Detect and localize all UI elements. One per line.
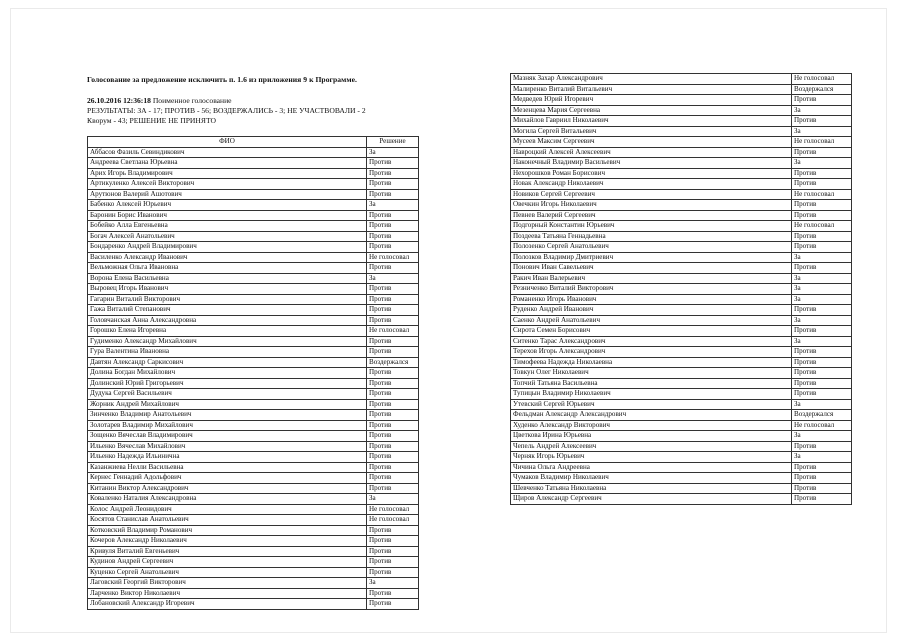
table-row (88, 263, 419, 274)
deputy-name-cell: Выровец Игорь Иванович (88, 284, 367, 295)
table-row (511, 221, 852, 232)
vote-decision-cell: Воздержался (367, 357, 419, 368)
table-row (88, 410, 419, 421)
deputy-name-cell: Фельдман Александр Александрович (511, 410, 792, 421)
deputy-name-cell: Резниченко Виталий Викторович (511, 284, 792, 295)
table-row (88, 210, 419, 221)
deputy-name-cell: Понович Иван Савельевич (511, 263, 792, 274)
deputy-name-cell: Долинский Юрий Григорьевич (88, 378, 367, 389)
vote-table-right-body (511, 74, 852, 505)
table-row (88, 368, 419, 379)
vote-decision-cell: Против (367, 315, 419, 326)
deputy-name-cell: Арутюнов Валерий Ашотович (88, 189, 367, 200)
deputy-name-cell: Арих Игорь Владимирович (88, 168, 367, 179)
table-row (511, 452, 852, 463)
table-row (88, 504, 419, 515)
vote-decision-cell: Против (792, 263, 852, 274)
vote-decision-cell: За (792, 294, 852, 305)
table-row (88, 588, 419, 599)
deputy-name-cell: Певнев Валерий Сергеевич (511, 210, 792, 221)
table-row (511, 483, 852, 494)
vote-datetime-line (87, 96, 232, 105)
vote-decision-cell: Против (792, 147, 852, 158)
deputy-name-cell: Тимофеева Надежда Николаевна (511, 357, 792, 368)
vote-decision-cell: Против (367, 189, 419, 200)
vote-decision-cell: Против (792, 242, 852, 253)
vote-decision-cell: Против (367, 242, 419, 253)
deputy-name-cell: Жорник Андрей Михайлович (88, 399, 367, 410)
table-row (511, 378, 852, 389)
table-row (511, 189, 852, 200)
table-row (511, 431, 852, 442)
table-row (88, 189, 419, 200)
deputy-name-cell: Артикуленко Алексей Викторович (88, 179, 367, 190)
deputy-name-cell: Нехорошков Роман Борисович (511, 168, 792, 179)
table-row (511, 399, 852, 410)
vote-decision-cell: Против (367, 588, 419, 599)
table-row (511, 441, 852, 452)
table-row (88, 252, 419, 263)
deputy-name-cell: Медведев Юрий Игоревич (511, 95, 792, 106)
table-row (88, 357, 419, 368)
vote-decision-cell: Воздержался (792, 410, 852, 421)
deputy-name-cell: Андреева Светлана Юрьевна (88, 158, 367, 169)
table-row (511, 347, 852, 358)
table-row (511, 210, 852, 221)
vote-decision-cell: За (367, 273, 419, 284)
vote-decision-cell: За (792, 399, 852, 410)
vote-decision-cell: Против (792, 389, 852, 400)
table-row (88, 179, 419, 190)
deputy-name-cell: Черняк Игорь Юрьевич (511, 452, 792, 463)
vote-decision-cell: Против (792, 347, 852, 358)
vote-decision-cell: Не голосовал (367, 326, 419, 337)
deputy-name-cell: Топчий Татьяна Васильевна (511, 378, 792, 389)
table-row (88, 567, 419, 578)
deputy-name-cell: Терехов Игорь Александрович (511, 347, 792, 358)
deputy-name-cell: Давтян Александр Саркисович (88, 357, 367, 368)
table-row (511, 326, 852, 337)
vote-decision-cell: Не голосовал (792, 189, 852, 200)
vote-decision-cell: Воздержался (792, 84, 852, 95)
deputy-name-cell: Новак Александр Николаевич (511, 179, 792, 190)
deputy-name-cell: Малиренко Виталий Витальевич (511, 84, 792, 95)
vote-decision-cell: Против (792, 462, 852, 473)
deputy-name-cell: Горошко Елена Игоревна (88, 326, 367, 337)
deputy-name-cell: Вельможная Ольга Ивановна (88, 263, 367, 274)
deputy-name-cell: Худенко Александр Викторович (511, 420, 792, 431)
vote-decision-cell: Против (367, 221, 419, 232)
table-row (88, 284, 419, 295)
table-row (88, 231, 419, 242)
table-row (511, 168, 852, 179)
vote-decision-cell: Против (367, 347, 419, 358)
deputy-name-cell: Мезенцева Мария Сергеевна (511, 105, 792, 116)
vote-decision-cell: Против (792, 95, 852, 106)
vote-decision-cell: Против (367, 284, 419, 295)
deputy-name-cell: Кочеров Александр Николаевич (88, 536, 367, 547)
vote-decision-cell: Против (367, 536, 419, 547)
deputy-name-cell: Ситенко Тарас Александрович (511, 336, 792, 347)
table-row (511, 473, 852, 484)
table-row (511, 116, 852, 127)
vote-decision-cell: За (367, 494, 419, 505)
vote-table-right (510, 73, 852, 505)
deputy-name-cell: Романенко Игорь Иванович (511, 294, 792, 305)
deputy-name-cell: Ильенко Вячеслав Михайлович (88, 441, 367, 452)
vote-decision-cell: Против (367, 210, 419, 221)
vote-decision-cell: Против (367, 399, 419, 410)
table-row (511, 126, 852, 137)
vote-decision-cell: Не голосовал (792, 74, 852, 85)
vote-decision-cell: Против (367, 410, 419, 421)
deputy-name-cell: Ильенко Надежда Ильинична (88, 452, 367, 463)
document-title: Голосование за предложение исключить п. 1.6 из приложения 9 к Программе. (87, 75, 357, 84)
column-header-name: ФИО (88, 137, 367, 148)
vote-decision-cell: Не голосовал (792, 420, 852, 431)
vote-decision-cell: За (792, 126, 852, 137)
table-row (88, 147, 419, 158)
vote-decision-cell: Против (792, 494, 852, 505)
vote-decision-cell: Против (792, 326, 852, 337)
vote-decision-cell: За (792, 315, 852, 326)
deputy-name-cell: Цветкова Ирина Юрьевна (511, 431, 792, 442)
deputy-name-cell: Полозенко Сергей Анатольевич (511, 242, 792, 253)
vote-decision-cell: Против (792, 179, 852, 190)
table-row (511, 252, 852, 263)
table-row (88, 536, 419, 547)
vote-decision-cell: Против (367, 441, 419, 452)
deputy-name-cell: Ворона Елена Васильевна (88, 273, 367, 284)
deputy-name-cell: Гагарин Виталий Викторович (88, 294, 367, 305)
deputy-name-cell: Головчанская Анна Александровна (88, 315, 367, 326)
vote-decision-cell: Против (367, 420, 419, 431)
table-row (88, 347, 419, 358)
vote-decision-cell: Против (367, 294, 419, 305)
table-row (88, 305, 419, 316)
table-row (88, 168, 419, 179)
deputy-name-cell: Мазняк Захар Александрович (511, 74, 792, 85)
deputy-name-cell: Бобейко Алла Евгеньевна (88, 221, 367, 232)
vote-decision-cell: За (792, 452, 852, 463)
deputy-name-cell: Китанин Виктор Александрович (88, 483, 367, 494)
vote-decision-cell: Против (792, 116, 852, 127)
vote-decision-cell: Против (792, 483, 852, 494)
deputy-name-cell: Кернес Геннадий Адольфович (88, 473, 367, 484)
deputy-name-cell: Михайлов Гавриил Николаевич (511, 116, 792, 127)
deputy-name-cell: Чичина Ольга Андреевна (511, 462, 792, 473)
vote-decision-cell: Против (367, 452, 419, 463)
table-row (88, 515, 419, 526)
vote-decision-cell: Против (792, 368, 852, 379)
vote-decision-cell: Против (792, 305, 852, 316)
vote-decision-cell: Против (367, 525, 419, 536)
deputy-name-cell: Тупицын Владимир Николаевич (511, 389, 792, 400)
table-row (88, 399, 419, 410)
vote-decision-cell: Не голосовал (792, 137, 852, 148)
vote-decision-cell: Против (367, 378, 419, 389)
deputy-name-cell: Подгорный Константин Юрьевич (511, 221, 792, 232)
deputy-name-cell: Куценко Сергей Анатольевич (88, 567, 367, 578)
table-row (511, 315, 852, 326)
table-row (511, 95, 852, 106)
deputy-name-cell: Долина Богдан Михайлович (88, 368, 367, 379)
table-row (88, 221, 419, 232)
table-row (511, 305, 852, 316)
vote-decision-cell: Против (367, 567, 419, 578)
vote-results: РЕЗУЛЬТАТЫ: ЗА - 17; ПРОТИВ - 56; ВОЗДЕРЖАЛИСЬ - 3; НЕ УЧАСТВОВАЛИ - 2 (87, 106, 366, 115)
vote-table-left (87, 136, 419, 610)
table-row (511, 410, 852, 421)
deputy-name-cell: Навроцкий Алексей Алексеевич (511, 147, 792, 158)
vote-decision-cell: Против (367, 389, 419, 400)
deputy-name-cell: Овечкин Игорь Николаевич (511, 200, 792, 211)
vote-decision-cell: Против (367, 179, 419, 190)
table-row (511, 158, 852, 169)
table-row (88, 294, 419, 305)
vote-decision-cell: За (367, 147, 419, 158)
table-row (88, 420, 419, 431)
deputy-name-cell: Казанжиева Нелли Васильевна (88, 462, 367, 473)
vote-decision-cell: За (792, 336, 852, 347)
vote-decision-cell: За (792, 273, 852, 284)
table-row (511, 179, 852, 190)
deputy-name-cell: Дудука Сергей Васильевич (88, 389, 367, 400)
vote-decision-cell: Не голосовал (367, 504, 419, 515)
deputy-name-cell: Наконечный Владимир Васильевич (511, 158, 792, 169)
table-row (88, 599, 419, 610)
table-row (88, 578, 419, 589)
deputy-name-cell: Могила Сергей Витальевич (511, 126, 792, 137)
deputy-name-cell: Лаговский Георгий Викторович (88, 578, 367, 589)
deputy-name-cell: Гажа Виталий Степанович (88, 305, 367, 316)
vote-decision-cell: Против (367, 168, 419, 179)
vote-type: Поименное голосование (152, 96, 232, 105)
vote-decision-cell: Не голосовал (792, 221, 852, 232)
table-row (88, 158, 419, 169)
table-row (511, 336, 852, 347)
table-row (511, 84, 852, 95)
table-row (88, 441, 419, 452)
vote-decision-cell: Против (367, 368, 419, 379)
deputy-name-cell: Чумаков Владимир Николаевич (511, 473, 792, 484)
table-row (511, 273, 852, 284)
table-row (88, 473, 419, 484)
deputy-name-cell: Новиков Сергей Сергеевич (511, 189, 792, 200)
deputy-name-cell: Лобановский Александр Игоревич (88, 599, 367, 610)
vote-decision-cell: Против (367, 231, 419, 242)
deputy-name-cell: Василенко Александр Иванович (88, 252, 367, 263)
deputy-name-cell: Зинченко Владимир Анатольевич (88, 410, 367, 421)
vote-decision-cell: Против (367, 557, 419, 568)
deputy-name-cell: Кудинов Андрей Сергеевич (88, 557, 367, 568)
deputy-name-cell: Ларченко Виктор Николаевич (88, 588, 367, 599)
vote-quorum: Кворум - 43; РЕШЕНИЕ НЕ ПРИНЯТО (87, 116, 216, 125)
table-row (88, 431, 419, 442)
vote-decision-cell: За (367, 200, 419, 211)
vote-decision-cell: Против (367, 473, 419, 484)
deputy-name-cell: Сирота Семен Борисович (511, 326, 792, 337)
deputy-name-cell: Чепель Андрей Алексеевич (511, 441, 792, 452)
table-row (511, 357, 852, 368)
deputy-name-cell: Коваленко Наталия Александровна (88, 494, 367, 505)
vote-decision-cell: Против (792, 200, 852, 211)
vote-decision-cell: Против (792, 441, 852, 452)
table-row (511, 242, 852, 253)
deputy-name-cell: Ракич Иван Валерьевич (511, 273, 792, 284)
deputy-name-cell: Поздеева Татьяна Геннадьевна (511, 231, 792, 242)
deputy-name-cell: Гура Валентина Ивановна (88, 347, 367, 358)
vote-decision-cell: Против (367, 305, 419, 316)
vote-decision-cell: Против (792, 231, 852, 242)
deputy-name-cell: Колос Андрей Леонидович (88, 504, 367, 515)
vote-decision-cell: За (792, 158, 852, 169)
table-row (88, 494, 419, 505)
table-header-row (88, 137, 419, 148)
deputy-name-cell: Кривуля Виталий Евгеньевич (88, 546, 367, 557)
vote-decision-cell: Против (367, 483, 419, 494)
deputy-name-cell: Товкун Олег Николаевич (511, 368, 792, 379)
table-row (88, 557, 419, 568)
deputy-name-cell: Утевский Сергей Юрьевич (511, 399, 792, 410)
deputy-name-cell: Косятов Станислав Анатольевич (88, 515, 367, 526)
vote-decision-cell: За (792, 284, 852, 295)
deputy-name-cell: Мусеев Максим Сергеевич (511, 137, 792, 148)
table-row (88, 315, 419, 326)
deputy-name-cell: Руденко Андрей Иванович (511, 305, 792, 316)
table-row (511, 284, 852, 295)
deputy-name-cell: Бондаренко Андрей Владимирович (88, 242, 367, 253)
deputy-name-cell: Полозков Владимир Дмитриевич (511, 252, 792, 263)
vote-decision-cell: За (367, 578, 419, 589)
vote-decision-cell: За (792, 252, 852, 263)
table-row (511, 74, 852, 85)
vote-decision-cell: За (792, 431, 852, 442)
deputy-name-cell: Гудименко Александр Михайлович (88, 336, 367, 347)
deputy-name-cell: Саенко Андрей Анатольевич (511, 315, 792, 326)
table-row (511, 137, 852, 148)
table-row (88, 378, 419, 389)
table-row (88, 525, 419, 536)
table-row (88, 546, 419, 557)
deputy-name-cell: Котковский Владимир Романович (88, 525, 367, 536)
table-row (88, 462, 419, 473)
table-row (511, 389, 852, 400)
deputy-name-cell: Аббасов Фазиль Севиндикович (88, 147, 367, 158)
deputy-name-cell: Богач Алексей Анатольевич (88, 231, 367, 242)
table-row (511, 494, 852, 505)
table-row (511, 147, 852, 158)
column-header-decision: Решение (367, 137, 419, 148)
vote-decision-cell: Против (792, 357, 852, 368)
vote-table-left-body (88, 147, 419, 609)
vote-decision-cell: За (792, 105, 852, 116)
table-row (88, 389, 419, 400)
vote-decision-cell: Против (367, 336, 419, 347)
vote-decision-cell: Против (792, 168, 852, 179)
table-row (511, 231, 852, 242)
vote-decision-cell: Против (367, 462, 419, 473)
table-row (511, 263, 852, 274)
vote-decision-cell: Против (367, 599, 419, 610)
table-row (88, 452, 419, 463)
deputy-name-cell: Золотарев Владимир Михайлович (88, 420, 367, 431)
deputy-name-cell: Щиров Александр Сергеевич (511, 494, 792, 505)
deputy-name-cell: Шевченко Татьяна Николаевна (511, 483, 792, 494)
vote-decision-cell: Против (367, 263, 419, 274)
table-row (511, 105, 852, 116)
vote-decision-cell: Против (792, 473, 852, 484)
vote-decision-cell: Против (367, 158, 419, 169)
vote-decision-cell: Против (367, 431, 419, 442)
vote-decision-cell: Не голосовал (367, 515, 419, 526)
table-row (511, 368, 852, 379)
table-row (88, 200, 419, 211)
table-row (88, 336, 419, 347)
deputy-name-cell: Бабенко Алексей Юрьевич (88, 200, 367, 211)
table-row (88, 273, 419, 284)
vote-datetime: 26.10.2016 12:36:18 (87, 96, 151, 105)
table-row (88, 483, 419, 494)
vote-decision-cell: Не голосовал (367, 252, 419, 263)
table-row (511, 420, 852, 431)
deputy-name-cell: Баронин Борис Иванович (88, 210, 367, 221)
vote-decision-cell: Против (792, 378, 852, 389)
deputy-name-cell: Зощенко Вячеслав Владимирович (88, 431, 367, 442)
vote-decision-cell: Против (792, 210, 852, 221)
table-row (88, 242, 419, 253)
table-row (511, 294, 852, 305)
table-row (511, 200, 852, 211)
table-row (511, 462, 852, 473)
table-row (88, 326, 419, 337)
vote-decision-cell: Против (367, 546, 419, 557)
